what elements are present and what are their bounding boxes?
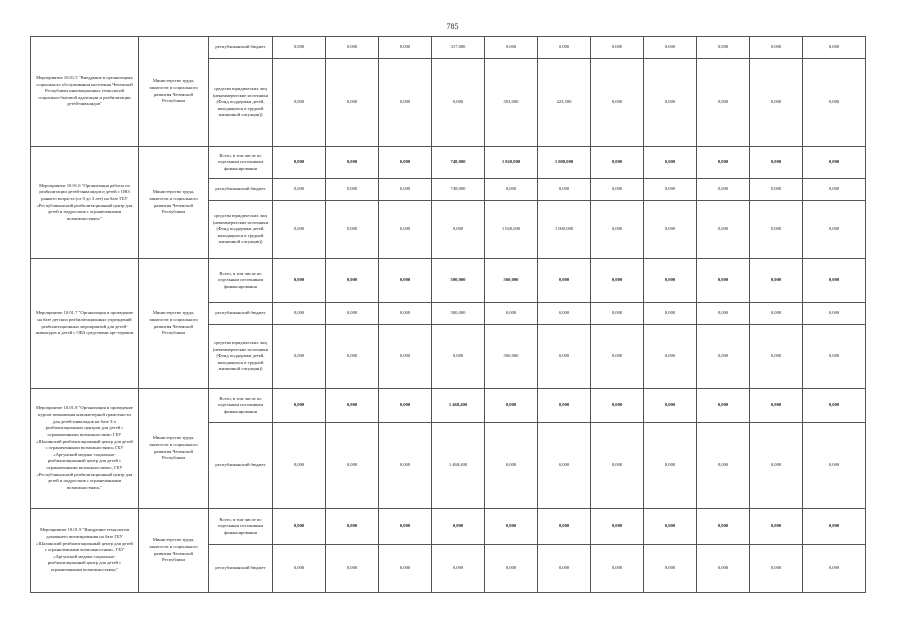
- executor-cell: Министерство труда, занятости и социального развития Чеченской Республики: [139, 147, 209, 259]
- value-cell: 0,000: [803, 509, 866, 545]
- value-cell: 0,000: [697, 59, 750, 147]
- value-cell: 0,000: [697, 303, 750, 325]
- table-row: [31, 389, 866, 423]
- value-cell: 0,000: [803, 179, 866, 201]
- value-cell: 0,000: [485, 179, 538, 201]
- value-cell: 0,000: [591, 509, 644, 545]
- executor-cell: Министерство труда, занятости и социального развития Чеченской Республики: [139, 389, 209, 509]
- funding-source-cell: Всего, в том числе по отдельным источникам финансирования: [209, 147, 273, 179]
- value-cell: 0,000: [538, 509, 591, 545]
- value-cell: 1 020,000: [485, 201, 538, 259]
- value-cell: 0,000: [591, 201, 644, 259]
- value-cell: 0,000: [750, 389, 803, 423]
- value-cell: 0,000: [273, 37, 326, 59]
- executor-cell: Министерство труда, занятости и социального развития Чеченской Республики: [139, 509, 209, 593]
- value-cell: 0,000: [485, 423, 538, 509]
- funding-source-cell: Всего, в том числе по отдельным источникам финансирования: [209, 389, 273, 423]
- value-cell: 0,000: [326, 389, 379, 423]
- value-cell: 0,000: [697, 545, 750, 593]
- value-cell: 0,000: [485, 509, 538, 545]
- value-cell: 0,000: [644, 179, 697, 201]
- activity-cell: Мероприятие 10.01.8 "Организация и проведение курсов повышения компьютерной грамотности для детей-инвалидов на базе 3-х реабилитационных центров для детей с ограниченными возможностями: ГБУ «Шалинский реабилитационный центр для детей с ограниченными возможностями» ГБУ «Аргунский медико-социально-реабилитационный центр для детей с ограниченными возможностями», ГБУ «Республиканский реабилитационный центр для детей и подростков с ограниченными возможностями»": [31, 389, 139, 509]
- value-cell: 0,000: [538, 389, 591, 423]
- value-cell: 0,000: [697, 509, 750, 545]
- value-cell: 0,000: [485, 37, 538, 59]
- value-cell: 0,000: [379, 179, 432, 201]
- value-cell: 0,000: [803, 545, 866, 593]
- value-cell: 0,000: [273, 509, 326, 545]
- value-cell: 0,000: [750, 259, 803, 303]
- value-cell: 0,000: [750, 179, 803, 201]
- value-cell: 0,000: [273, 545, 326, 593]
- value-cell: 0,000: [803, 303, 866, 325]
- value-cell: 0,000: [644, 201, 697, 259]
- value-cell: 0,000: [326, 423, 379, 509]
- value-cell: 0,000: [644, 147, 697, 179]
- value-cell: 317,000: [432, 37, 485, 59]
- table-row: [31, 147, 866, 179]
- funding-source-cell: республиканский бюджет: [209, 423, 273, 509]
- value-cell: 0,000: [697, 389, 750, 423]
- value-cell: 0,000: [803, 37, 866, 59]
- financing-table: [30, 36, 866, 593]
- value-cell: 0,000: [803, 325, 866, 389]
- value-cell: 0,000: [644, 303, 697, 325]
- value-cell: 0,000: [750, 201, 803, 259]
- value-cell: 0,000: [750, 423, 803, 509]
- value-cell: 0,000: [591, 147, 644, 179]
- value-cell: 0,000: [697, 147, 750, 179]
- funding-source-cell: Всего, в том числе по отдельным источникам финансирования: [209, 509, 273, 545]
- value-cell: 0,000: [591, 389, 644, 423]
- value-cell: 0,000: [591, 545, 644, 593]
- value-cell: 0,000: [485, 389, 538, 423]
- value-cell: 0,000: [273, 259, 326, 303]
- value-cell: 0,000: [379, 545, 432, 593]
- value-cell: 0,000: [538, 303, 591, 325]
- table-row: [31, 509, 866, 545]
- value-cell: 1 468,400: [432, 389, 485, 423]
- value-cell: 500,000: [432, 303, 485, 325]
- value-cell: 0,000: [326, 509, 379, 545]
- value-cell: 0,000: [273, 147, 326, 179]
- value-cell: 503,000: [485, 59, 538, 147]
- value-cell: 0,000: [697, 423, 750, 509]
- activity-cell: Мероприятие 10.01.7 "Организация и проведение на базе детских реабилитационных учреждений реабилитационных мероприятий для детей-инвалидов и детей с ОВЗ средствами арт-терапии: [31, 259, 139, 389]
- value-cell: 0,000: [697, 259, 750, 303]
- value-cell: 0,000: [591, 325, 644, 389]
- value-cell: 0,000: [591, 59, 644, 147]
- value-cell: 0,000: [803, 259, 866, 303]
- value-cell: 0,000: [326, 59, 379, 147]
- value-cell: 0,000: [273, 201, 326, 259]
- value-cell: 1 000,000: [538, 147, 591, 179]
- value-cell: 0,000: [326, 259, 379, 303]
- value-cell: 0,000: [326, 147, 379, 179]
- executor-cell: Министерство труда, занятости и социального развития Чеченской Республики: [139, 259, 209, 389]
- value-cell: 560,000: [485, 325, 538, 389]
- table-row: [31, 259, 866, 303]
- value-cell: 0,000: [803, 423, 866, 509]
- value-cell: 0,000: [432, 201, 485, 259]
- value-cell: 0,000: [644, 389, 697, 423]
- value-cell: 0,000: [750, 59, 803, 147]
- value-cell: 0,000: [432, 509, 485, 545]
- value-cell: 0,000: [803, 389, 866, 423]
- value-cell: 0,000: [750, 37, 803, 59]
- value-cell: 0,000: [379, 37, 432, 59]
- value-cell: 0,000: [485, 545, 538, 593]
- value-cell: 500,000: [432, 259, 485, 303]
- value-cell: 0,000: [591, 259, 644, 303]
- value-cell: 0,000: [591, 423, 644, 509]
- value-cell: 0,000: [273, 389, 326, 423]
- value-cell: 0,000: [750, 545, 803, 593]
- value-cell: 0,000: [379, 147, 432, 179]
- value-cell: 0,000: [538, 545, 591, 593]
- value-cell: 0,000: [326, 545, 379, 593]
- value-cell: 0,000: [750, 303, 803, 325]
- value-cell: 0,000: [591, 303, 644, 325]
- value-cell: 0,000: [538, 37, 591, 59]
- value-cell: 0,000: [379, 259, 432, 303]
- value-cell: 0,000: [644, 509, 697, 545]
- value-cell: 0,000: [432, 59, 485, 147]
- value-cell: 0,000: [379, 509, 432, 545]
- funding-source-cell: Всего, в том числе по отдельным источникам финансирования: [209, 259, 273, 303]
- value-cell: 0,000: [803, 201, 866, 259]
- value-cell: 0,000: [644, 37, 697, 59]
- value-cell: 0,000: [750, 325, 803, 389]
- funding-source-cell: республиканский бюджет: [209, 179, 273, 201]
- funding-source-cell: средства юридических лиц (некоммерческие источники (Фонд поддержки детей, находящихся в трудной жизненной ситуации)): [209, 201, 273, 259]
- value-cell: 0,000: [538, 259, 591, 303]
- value-cell: 0,000: [273, 325, 326, 389]
- value-cell: 0,000: [697, 325, 750, 389]
- value-cell: 1 468,400: [432, 423, 485, 509]
- value-cell: 0,000: [379, 303, 432, 325]
- value-cell: 0,000: [697, 179, 750, 201]
- funding-source-cell: республиканский бюджет: [209, 303, 273, 325]
- value-cell: 0,000: [432, 545, 485, 593]
- value-cell: 0,000: [591, 37, 644, 59]
- value-cell: 0,000: [379, 201, 432, 259]
- value-cell: 0,000: [591, 179, 644, 201]
- value-cell: 0,000: [379, 59, 432, 147]
- value-cell: 0,000: [644, 545, 697, 593]
- value-cell: 1 020,000: [485, 147, 538, 179]
- value-cell: 0,000: [379, 389, 432, 423]
- value-cell: 0,000: [326, 325, 379, 389]
- value-cell: 0,000: [326, 179, 379, 201]
- value-cell: 748,000: [432, 147, 485, 179]
- page-number: 785: [446, 22, 459, 31]
- funding-source-cell: средства юридических лиц (некоммерческие источники (Фонд поддержки детей, находящихся в трудной жизненной ситуации)): [209, 59, 273, 147]
- value-cell: 0,000: [326, 37, 379, 59]
- value-cell: 0,000: [273, 59, 326, 147]
- value-cell: 0,000: [273, 303, 326, 325]
- value-cell: 0,000: [485, 303, 538, 325]
- value-cell: 0,000: [273, 179, 326, 201]
- funding-source-cell: республиканский бюджет: [209, 37, 273, 59]
- activity-cell: Мероприятие 10.01.9 "Внедрение технологии домашнего визитирования на базе ГБУ «Шалинский реабилитационный центр для детей с ограниченными возможностями», ГБУ «Аргунский медико-социально-реабилитационный центр для детей с ограниченными возможностями»": [31, 509, 139, 593]
- value-cell: 1 000,000: [538, 201, 591, 259]
- value-cell: 0,000: [644, 59, 697, 147]
- value-cell: 0,000: [644, 259, 697, 303]
- value-cell: 0,000: [326, 201, 379, 259]
- value-cell: 748,000: [432, 179, 485, 201]
- value-cell: 423,500: [538, 59, 591, 147]
- value-cell: 0,000: [697, 201, 750, 259]
- value-cell: 0,000: [273, 423, 326, 509]
- activity-cell: Мероприятие 10.01.5 "Внедрение в организациях социального обслуживания населения Чеченской Республики инновационных технологий социально-бытовой адаптации и реабилитации детей-инвалидов": [31, 37, 139, 147]
- funding-source-cell: республиканский бюджет: [209, 545, 273, 593]
- value-cell: 0,000: [750, 147, 803, 179]
- value-cell: 0,000: [538, 179, 591, 201]
- executor-cell: Министерство труда, занятости и социального развития Чеченской Республики: [139, 37, 209, 147]
- table-row: [31, 37, 866, 59]
- value-cell: 0,000: [379, 325, 432, 389]
- value-cell: 0,000: [326, 303, 379, 325]
- value-cell: 0,000: [697, 37, 750, 59]
- value-cell: 560,000: [485, 259, 538, 303]
- value-cell: 0,000: [644, 325, 697, 389]
- value-cell: 0,000: [538, 325, 591, 389]
- value-cell: 0,000: [432, 325, 485, 389]
- value-cell: 0,000: [538, 423, 591, 509]
- value-cell: 0,000: [644, 423, 697, 509]
- value-cell: 0,000: [803, 59, 866, 147]
- value-cell: 0,000: [750, 509, 803, 545]
- value-cell: 0,000: [803, 147, 866, 179]
- funding-source-cell: средства юридических лиц (некоммерческие источники (Фонд поддержки детей, находящихся в трудной жизненной ситуации)): [209, 325, 273, 389]
- value-cell: 0,000: [379, 423, 432, 509]
- activity-cell: Мероприятие 10.01.6 "Организация работы по реабилитации детей-инвалидов и детей с ОВЗ раннего возраста (от 0 до 3 лет) на базе ГБУ «Республиканский реабилитационный центр для детей и подростков с ограниченными возможностями»": [31, 147, 139, 259]
